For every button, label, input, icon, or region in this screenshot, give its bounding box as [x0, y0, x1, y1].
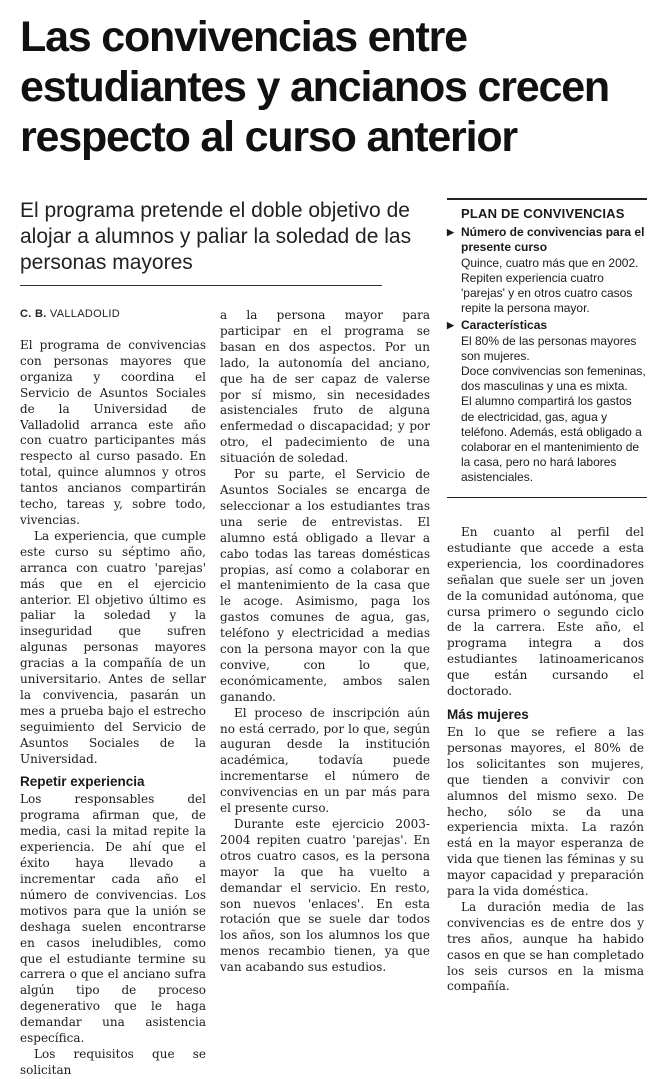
- triangle-arrow-icon: ▶: [447, 227, 454, 238]
- paragraph: La experiencia, que cumple este curso su séptimo año, arranca con cuatro 'parejas' más que en el ejercicio anterior. El objetivo último es paliar la soledad y la inseguridad que sufren algunas personas mayores gracias a la compañía de un universitario. Antes de sellar la convivencia, pasarán un mes a prueba bajo el estrecho seguimiento del Servicio de Asuntos Sociales de la Universidad.: [20, 528, 206, 766]
- byline-author: C. B.: [20, 308, 47, 320]
- sidebar-item-text: Quince, cuatro más que en 2002. Repiten experiencia cuatro 'parejas' y en otros cuatro casos repite la persona mayor.: [461, 255, 639, 316]
- sidebar-item: [447, 318, 647, 485]
- triangle-arrow-icon: ▶: [447, 320, 454, 331]
- paragraph: En lo que se refiere a las personas mayores, el 80% de los solicitantes son mujeres, que tienden a convivir con alumnos del mismo sexo. De hecho, sólo se da una experiencia mixta. La razón está en la mayor esperanza de vida que tienen las féminas y su mayor capacidad y preparación para la vida doméstica.: [447, 724, 644, 899]
- sidebar-item-text: El alumno compartirá los gastos de electricidad, gas, agua y teléfono. Además, está obligado a colaborar en el mantenimiento de la casa, pero no hará labores asistenciales.: [461, 394, 642, 485]
- paragraph: El programa de convivencias con personas mayores que organiza y coordina el Servicio de Asuntos Sociales de la Universidad de Valladolid arranca este año con cuatro participantes más respecto al curso pasado. En total, quince alumnos y otros tantos ancianos compartirán techo, tareas y, sobre todo, vivencias.: [20, 338, 206, 527]
- sidebar-box: [447, 198, 647, 498]
- byline: [20, 308, 120, 320]
- subhead-divider: [20, 285, 382, 286]
- paragraph: El proceso de inscripción aún no está cerrado, por lo que, según auguran desde la institución académica, todavía puede incrementarse el número de convivencias en un par más para el presente curso.: [220, 705, 430, 816]
- article-column-1: [20, 338, 206, 1079]
- article-column-2: [220, 308, 430, 976]
- paragraph: Durante este ejercicio 2003-2004 repiten cuatro 'parejas'. En otros cuatro casos, es la persona mayor la que ha vuelto a demandar el servicio. En resto, son nuevos 'enlaces'. En esta rotación que se suele dar todos los años, son los alumnos los que menos recambio tienen, ya que van acabando sus estudios.: [220, 817, 430, 975]
- byline-place: VALLADOLID: [49, 308, 120, 320]
- section-heading: Repetir experiencia: [20, 774, 145, 790]
- sidebar-item: [447, 225, 647, 316]
- paragraph: En cuanto al perfil del estudiante que accede a esta experiencia, los coordinadores señalan que suele ser un joven de la comunidad autónoma, que cursa primero o segundo ciclo de la carrera. Este año, el programa integra a dos estudiantes latinoamericanos que están cursando el doctorado.: [447, 525, 644, 699]
- sidebar-item-text: El 80% de las personas mayores son mujeres.: [461, 333, 637, 363]
- paragraph: Los requisitos que se solicitan: [20, 1046, 206, 1077]
- sidebar-bottom-rule: [447, 497, 647, 498]
- headline: Las convivencias entre estudiantes y ancianos crecen respecto al curso anterior: [20, 13, 609, 161]
- sidebar-top-rule: [447, 198, 647, 200]
- section-heading: Más mujeres: [447, 706, 529, 722]
- subheadline: El programa pretende el doble objetivo de alojar a alumnos y paliar la soledad de las personas mayores: [20, 199, 412, 274]
- article-column-3: [447, 525, 644, 995]
- paragraph: Los responsables del programa afirman que, de media, casi la mitad repite la experiencia. De ahí que el éxito haya llevado a incrementar cada año el número de convivencias. Los motivos para que la unión se deshaga suelen encontrarse en casos ineludibles, como que el estudiante termine su carrera o que el anciano sufra algún tipo de proceso degenerativo que le haga demandar una asistencia específica.: [20, 792, 206, 1046]
- sidebar-item-heading: Características: [461, 318, 548, 333]
- sidebar-item-text: Doce convivencias son femeninas, dos masculinas y una es mixta.: [461, 364, 646, 394]
- paragraph: La duración media de las convivencias es de entre dos y tres años, aunque ha habido casos en que se han completado los seis cursos en la misma compañía.: [447, 899, 644, 994]
- paragraph: Por su parte, el Servicio de Asuntos Sociales se encarga de seleccionar a los estudiantes tras una serie de entrevistas. El alumno está obligado a llevar a cabo todas las tareas domésticas propias, así como a colaborar en el mantenimiento de la casa que le acoge. Asimismo, paga los gastos comunes de agua, gas, teléfono y electricidad a medias con la persona mayor con la que convive, con lo que, económicamente, ambos salen ganando.: [220, 467, 430, 704]
- sidebar-item-heading: Número de convivencias para el presente curso: [461, 225, 645, 255]
- sidebar-title: PLAN DE CONVIVENCIAS: [461, 206, 625, 221]
- paragraph: a la persona mayor para participar en el programa se basan en dos aspectos. Por un lado, la autonomía del anciano, que ha de ser capaz de valerse por sí mismo, sin necesidades asistenciales fruto de alguna enfermedad o discapacidad; y por otro, el padecimiento de una situación de soledad.: [220, 308, 430, 466]
